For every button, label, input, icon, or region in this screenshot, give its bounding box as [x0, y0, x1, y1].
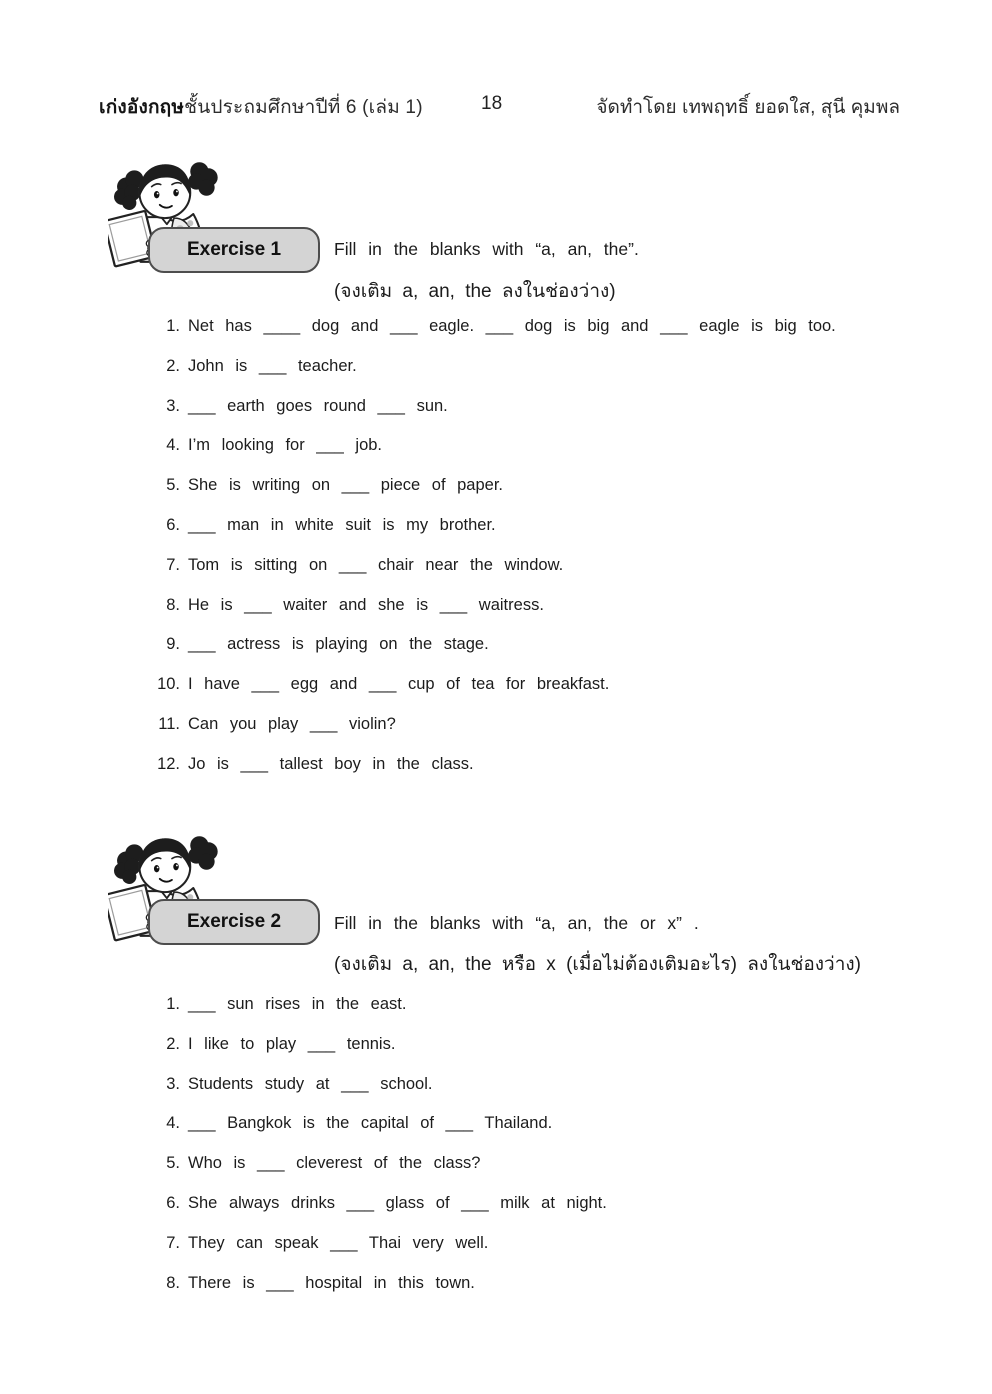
item-sentence: I have ___ egg and ___ cup of tea for breakfast.	[188, 675, 610, 694]
item-number: 4.	[166, 436, 180, 455]
item-sentence: ___ earth goes round ___ sun.	[188, 396, 448, 415]
exercise-item	[0, 1193, 960, 1233]
exercise-item	[0, 435, 960, 475]
item-number: 4.	[166, 1114, 180, 1133]
exercise-item	[0, 475, 960, 515]
exercise-2-instruction-en: Fill in the blanks with “a, an, the or x” .	[334, 913, 699, 933]
exercise-item	[0, 555, 960, 595]
item-sentence: She is writing on ___ piece of paper.	[188, 476, 504, 495]
exercise-item	[0, 515, 960, 555]
item-sentence: Tom is sitting on ___ chair near the window.	[188, 555, 564, 574]
item-number: 10.	[157, 675, 180, 694]
item-sentence: Can you play ___ violin?	[188, 714, 396, 733]
item-sentence: I like to play ___ tennis.	[188, 1034, 396, 1053]
item-number: 11.	[158, 714, 180, 733]
exercise-item	[0, 1273, 960, 1313]
item-number: 3.	[166, 1074, 180, 1093]
exercise-item	[0, 1113, 960, 1153]
exercise-item	[0, 356, 960, 396]
item-number: 7.	[166, 555, 180, 574]
item-sentence: ___ actress is playing on the stage.	[188, 635, 489, 654]
exercise-item	[0, 1153, 960, 1193]
item-number: 1.	[166, 317, 180, 335]
book-title	[99, 92, 423, 122]
item-sentence: ___ man in white suit is my brother.	[188, 515, 496, 534]
item-sentence: Jo is ___ tallest boy in the class.	[188, 754, 474, 773]
item-sentence: She always drinks ___ glass of ___ milk at night.	[188, 1193, 607, 1212]
item-sentence: ___ sun rises in the east.	[188, 995, 407, 1013]
exercise-item	[0, 714, 960, 754]
page-number: 18	[481, 93, 503, 114]
exercise-1-instruction-th: (จงเติม a, an, the ลงในช่องว่าง)	[334, 281, 616, 302]
item-number: 2.	[166, 356, 180, 375]
page-header	[99, 92, 900, 118]
exercise-item	[0, 1034, 960, 1074]
item-number: 6.	[166, 1193, 180, 1212]
book-title-bold: เก่งอังกฤษ	[99, 97, 185, 118]
exercise-item	[0, 994, 960, 1034]
item-number: 7.	[166, 1233, 180, 1252]
item-sentence: There is ___ hospital in this town.	[188, 1273, 475, 1292]
item-number: 2.	[166, 1034, 180, 1053]
exercise-item	[0, 396, 960, 436]
item-number: 9.	[166, 635, 180, 654]
item-number: 8.	[166, 1273, 180, 1292]
exercise-1-items	[0, 316, 960, 794]
item-number: 8.	[166, 595, 180, 614]
exercise-2-banner: Exercise 2	[148, 899, 320, 945]
item-number: 5.	[166, 476, 180, 495]
exercise-item	[0, 1233, 960, 1273]
item-number: 12.	[157, 754, 180, 773]
item-sentence: Who is ___ cleverest of the class?	[188, 1154, 481, 1173]
item-sentence: John is ___ teacher.	[188, 356, 357, 375]
item-number: 6.	[166, 515, 180, 534]
item-number: 1.	[166, 995, 180, 1013]
item-number: 5.	[166, 1154, 180, 1173]
exercise-2-items	[0, 994, 960, 1312]
item-sentence: He is ___ waiter and she is ___ waitress.	[188, 595, 544, 614]
exercise-item	[0, 754, 960, 794]
item-number: 3.	[166, 396, 180, 415]
exercise-2-instruction-th: (จงเติม a, an, the หรือ x (เมื่อไม่ต้องเติมอะไร) ลงในช่องว่าง)	[334, 954, 861, 975]
item-sentence: I’m looking for ___ job.	[188, 436, 383, 455]
item-sentence: Students study at ___ school.	[188, 1074, 433, 1093]
credit-line: จัดทำโดย เทพฤทธิ์ ยอดใส, สุนี คุมพล	[596, 97, 900, 118]
exercise-item	[0, 674, 960, 714]
item-sentence: They can speak ___ Thai very well.	[188, 1233, 489, 1252]
exercise-item	[0, 1074, 960, 1114]
exercise-1-banner: Exercise 1	[148, 227, 320, 273]
item-sentence: ___ Bangkok is the capital of ___ Thailand.	[188, 1114, 553, 1133]
exercise-item	[0, 316, 960, 356]
exercise-item	[0, 595, 960, 635]
book-title-rest: ชั้นประถมศึกษาปีที่ 6 (เล่ม 1)	[184, 97, 423, 118]
exercise-item	[0, 634, 960, 674]
exercise-1-instruction-en: Fill in the blanks with “a, an, the”.	[334, 239, 639, 259]
item-sentence: Net has ____ dog and ___ eagle. ___ dog is big and ___ eagle is big too.	[188, 317, 836, 335]
